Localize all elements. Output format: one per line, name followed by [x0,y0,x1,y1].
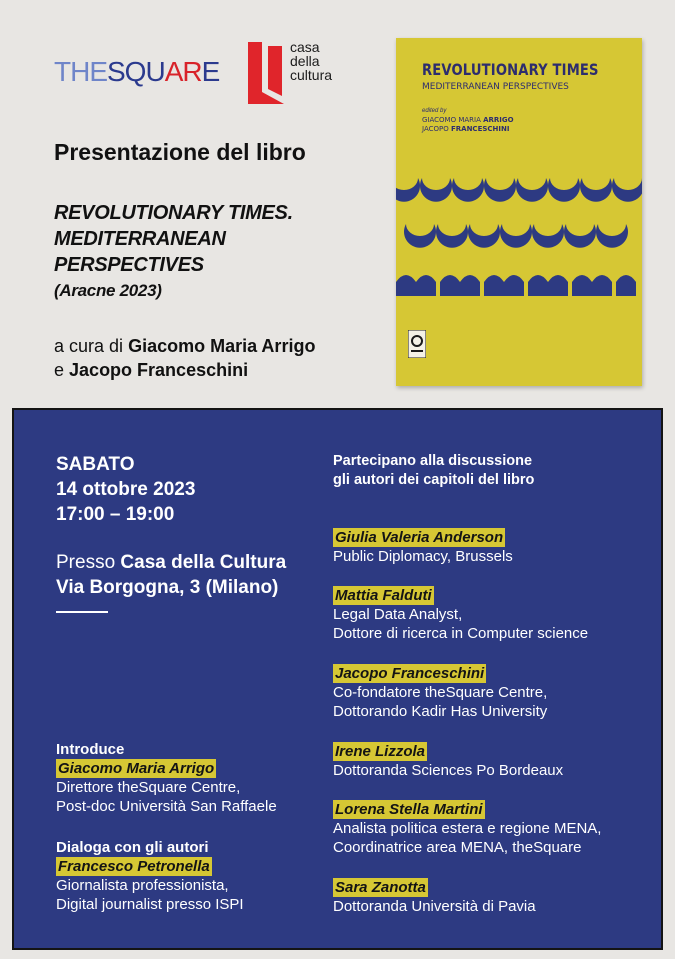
event-datetime [56,452,195,527]
logo-text-squ: SQU [107,56,165,87]
speaker-affiliation: Analista politica estera e regione MENA, [333,820,602,837]
discussion-title-line2: gli autori dei capitoli del libro [333,472,535,488]
dialoga-role: Dialoga con gli autori [56,839,209,856]
speaker-name: Jacopo Franceschini [335,665,485,682]
book-title-line3: PERSPECTIVES [54,254,204,276]
casa-della-cultura-logo [248,40,338,106]
dialoga-affiliation-1: Giornalista professionista, [56,877,229,894]
dialoga-block [56,838,244,914]
crescent-pattern-icon [396,166,642,306]
event-venue [56,550,286,600]
casa-logo-line1: casa [290,39,320,55]
speaker-item [333,878,536,916]
venue-address: Via Borgogna, 3 (Milano) [56,577,279,598]
speaker-affiliation: Dottoranda Università di Pavia [333,898,536,915]
cover-editor1-first: GIACOMO MARIA [422,116,481,124]
dialoga-affiliation-2: Digital journalist presso ISPI [56,896,244,913]
book-cover [396,38,642,386]
discussion-title [333,452,534,490]
cover-editor2-first: JACOPO [422,125,449,133]
curator-name-1: Giacomo Maria Arrigo [128,336,316,356]
introduce-block [56,740,277,816]
speaker-name: Lorena Stella Martini [335,801,483,818]
speaker-affiliation: Co-fondatore theSquare Centre, [333,684,548,701]
book-title [54,200,374,304]
introduce-affiliation-2: Post-doc Università San Raffaele [56,798,277,815]
cover-subtitle: MEDITERRANEAN PERSPECTIVES [422,82,569,92]
event-details-panel [12,408,663,950]
venue-prefix: Presso [56,552,116,573]
curator-info [54,334,315,382]
speaker-item [333,742,563,780]
speaker-name: Sara Zanotta [335,879,426,896]
introduce-role: Introduce [56,741,125,758]
speaker-affiliation: Dottore di ricerca in Computer science [333,625,589,642]
speaker-affiliation: Dottoranda Sciences Po Bordeaux [333,762,564,779]
casa-logo-line3: cultura [290,67,333,83]
venue-name: Casa della Cultura [120,552,287,573]
speaker-name: Mattia Falduti [335,587,432,604]
thesquare-logo [54,56,219,88]
speaker-affiliation: Coordinatrice area MENA, theSquare [333,839,582,856]
aracne-publisher-mark-icon [408,330,426,358]
event-date: 14 ottobre 2023 [56,479,196,500]
curator-conjunction: e [54,360,65,380]
speaker-name: Irene Lizzola [335,743,426,760]
dialoga-name: Francesco Petronella [58,858,210,875]
divider [56,611,108,613]
speaker-item [333,664,547,721]
cover-title: REVOLUTIONARY TIMES [422,60,599,79]
introduce-name: Giacomo Maria Arrigo [58,760,215,777]
casa-logo-mark-icon [248,42,284,104]
logo-text-ar: AR [164,56,202,87]
page-heading: Presentazione del libro [54,139,306,165]
cover-editors [422,116,514,134]
book-title-line2: MEDITERRANEAN [54,228,226,250]
speaker-item [333,528,513,566]
introduce-affiliation-1: Direttore theSquare Centre, [56,779,241,796]
cover-edited-by: edited by [422,108,447,114]
casa-logo-line2: della [290,53,320,69]
speaker-affiliation: Legal Data Analyst, [333,606,463,623]
logo-text-e: E [201,56,220,87]
discussion-title-line1: Partecipano alla discussione [333,453,533,469]
event-day: SABATO [56,454,135,475]
speaker-item [333,586,588,643]
book-title-line1: REVOLUTIONARY TIMES. [54,202,293,224]
curator-name-2: Jacopo Franceschini [69,360,249,380]
book-publisher: (Aracne 2023) [54,281,162,300]
curator-prefix: a cura di [54,336,124,356]
speaker-name: Giulia Valeria Anderson [335,529,504,546]
logo-text-the: THE [54,56,107,87]
speaker-affiliation: Public Diplomacy, Brussels [333,548,513,565]
cover-editor2-last: FRANCESCHINI [450,125,510,133]
speaker-item [333,800,601,857]
speaker-affiliation: Dottorando Kadir Has University [333,703,548,720]
cover-editor1-last: ARRIGO [483,116,514,124]
event-time: 17:00 – 19:00 [56,504,175,525]
